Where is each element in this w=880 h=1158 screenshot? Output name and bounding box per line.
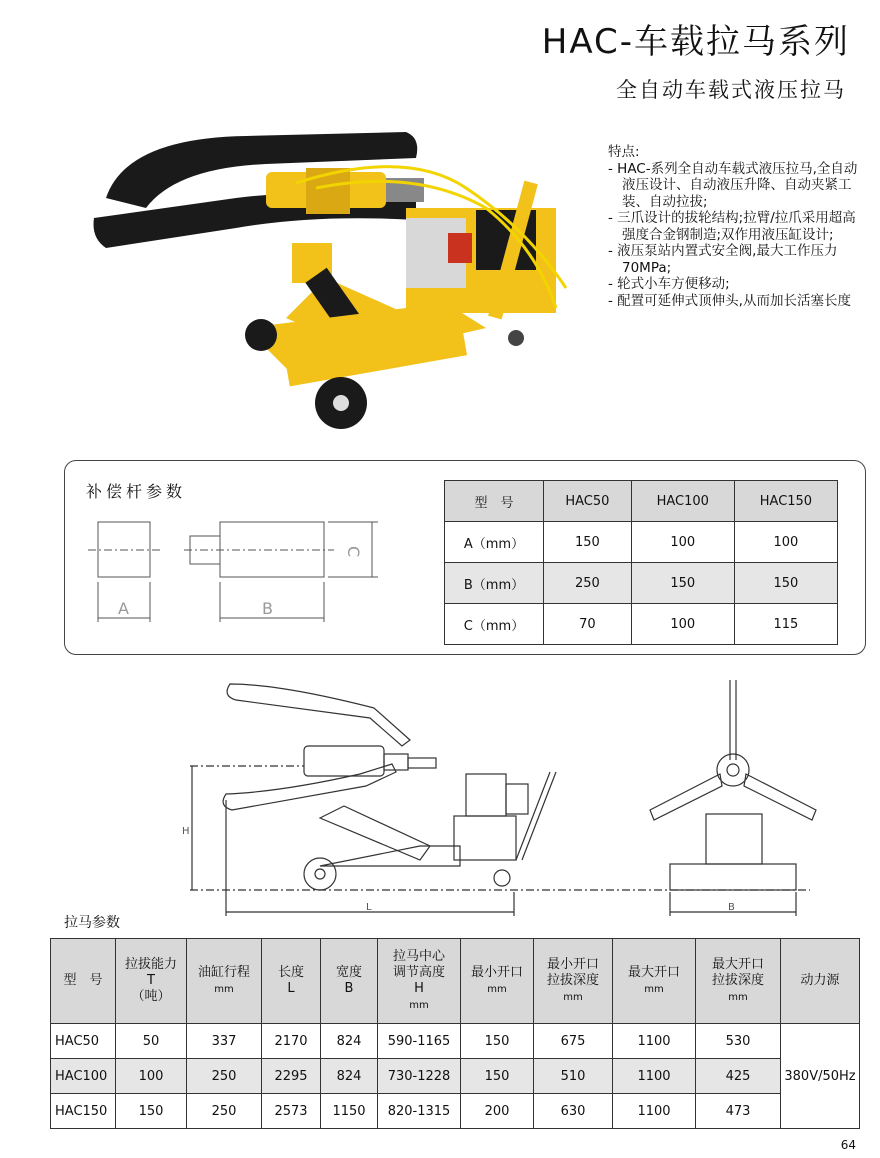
table-cell: 200 xyxy=(461,1094,534,1129)
table-cell: 1100 xyxy=(613,1024,696,1059)
table-row xyxy=(51,1094,860,1129)
table-cell: 1100 xyxy=(613,1059,696,1094)
power-source-cell: 380V/50Hz xyxy=(781,1024,860,1129)
table-cell: 590-1165 xyxy=(378,1024,461,1059)
page-subtitle: 全自动车载式液压拉马 xyxy=(616,78,846,102)
compensation-table xyxy=(444,480,838,645)
table-cell: 100 xyxy=(631,522,734,563)
table-cell: 250 xyxy=(187,1094,262,1129)
puller-table xyxy=(50,938,860,1129)
table-cell: C（mm） xyxy=(445,604,544,645)
table-cell: 510 xyxy=(534,1059,613,1094)
table-header-cell: HAC100 xyxy=(631,481,734,522)
features-list xyxy=(608,144,858,309)
table-cell: 250 xyxy=(544,563,632,604)
feature-item: - 配置可延伸式顶伸头,从而加长活塞长度 xyxy=(608,292,851,309)
table-cell: 100 xyxy=(734,522,837,563)
table-cell: 630 xyxy=(534,1094,613,1129)
table-cell: 425 xyxy=(696,1059,781,1094)
table-cell: 50 xyxy=(116,1024,187,1059)
compensation-title: 补偿杆参数 xyxy=(86,482,187,501)
table-cell: B（mm） xyxy=(445,563,544,604)
table-header-unit: mm xyxy=(409,999,429,1011)
table-header-cell: HAC150 xyxy=(734,481,837,522)
compensation-rod-drawing xyxy=(88,510,388,630)
table-cell: 150 xyxy=(461,1059,534,1094)
table-header-cell: 型 号 xyxy=(63,973,103,988)
technical-drawing xyxy=(170,670,830,920)
product-photo xyxy=(86,128,596,438)
table-cell: 824 xyxy=(321,1024,378,1059)
puller-section-title: 拉马参数 xyxy=(64,915,120,931)
table-cell: 1100 xyxy=(613,1094,696,1129)
table-header-sub: B xyxy=(344,981,354,996)
table-header-cell: 最大开口 xyxy=(627,964,680,980)
table-header-cell: 宽度 xyxy=(335,965,362,980)
table-cell: 150 xyxy=(631,563,734,604)
table-cell: 824 xyxy=(321,1059,378,1094)
dim-label-b-front: B xyxy=(728,902,735,913)
table-cell: 530 xyxy=(696,1024,781,1059)
dim-label-c: C xyxy=(344,546,363,558)
features-heading: 特点: xyxy=(608,144,640,160)
page-number: 64 xyxy=(840,1138,856,1152)
feature-item: - HAC-系列全自动车载式液压拉马,全自动液压设计、自动液压升降、自动夹紧工装、自动拉拔; xyxy=(608,160,858,210)
table-header-unit: mm xyxy=(563,991,583,1003)
table-header-cell: 最小开口拉拔深度 xyxy=(546,956,599,988)
table-header-unit: mm xyxy=(728,991,748,1003)
page-title: HAC-车载拉马系列 xyxy=(541,22,850,62)
table-header-cell: 动力源 xyxy=(800,973,840,988)
table-cell: 337 xyxy=(187,1024,262,1059)
table-header-cell: 长度 xyxy=(277,965,304,980)
table-cell: 100 xyxy=(116,1059,187,1094)
table-header-unit: mm xyxy=(487,983,507,995)
feature-item: - 轮式小车方便移动; xyxy=(608,276,730,292)
table-cell: 473 xyxy=(696,1094,781,1129)
table-cell: 1150 xyxy=(321,1094,378,1129)
table-cell: 2295 xyxy=(262,1059,321,1094)
table-header-unit: mm xyxy=(644,983,664,995)
table-row xyxy=(445,604,838,645)
table-header-cell: HAC50 xyxy=(544,481,632,522)
table-cell: 150 xyxy=(116,1094,187,1129)
table-row xyxy=(445,563,838,604)
table-cell: HAC50 xyxy=(51,1024,116,1059)
table-row xyxy=(51,1059,860,1094)
table-header-cell: 型 号 xyxy=(445,481,544,522)
table-cell: 150 xyxy=(544,522,632,563)
table-header-sub: H xyxy=(414,980,424,996)
dim-label-a: A xyxy=(118,599,129,618)
table-cell: 100 xyxy=(631,604,734,645)
table-cell: 675 xyxy=(534,1024,613,1059)
table-cell: 150 xyxy=(734,563,837,604)
table-header-unit: mm xyxy=(214,983,234,995)
table-row xyxy=(445,522,838,563)
feature-item: - 三爪设计的拔轮结构;拉臂/拉爪采用超高强度合金钢制造;双作用液压缸设计; xyxy=(608,210,856,243)
table-header-sub: L xyxy=(287,981,295,996)
table-cell: 115 xyxy=(734,604,837,645)
table-header-cell: 最大开口拉拔深度 xyxy=(711,956,764,988)
table-cell: 70 xyxy=(544,604,632,645)
table-cell: 150 xyxy=(461,1024,534,1059)
table-cell: 250 xyxy=(187,1059,262,1094)
table-cell: HAC150 xyxy=(51,1094,116,1129)
table-cell: 730-1228 xyxy=(378,1059,461,1094)
table-header-cell: 拉拔能力 xyxy=(124,957,177,972)
dim-label-b: B xyxy=(262,599,273,618)
table-row xyxy=(51,1024,860,1059)
feature-item: - 液压泵站内置式安全阀,最大工作压力70MPa; xyxy=(608,243,838,276)
dim-label-h: H xyxy=(182,826,190,837)
table-cell: A（mm） xyxy=(445,522,544,563)
table-header-cell: 油缸行程 xyxy=(197,964,250,980)
table-header-sub: T xyxy=(147,973,155,988)
table-header-cell: 拉马中心调节高度 xyxy=(392,948,445,980)
table-cell: 2170 xyxy=(262,1024,321,1059)
table-cell: HAC100 xyxy=(51,1059,116,1094)
table-header-cell: 最小开口 xyxy=(470,964,523,980)
dim-label-l: L xyxy=(366,902,372,913)
table-cell: 820-1315 xyxy=(378,1094,461,1129)
table-cell: 2573 xyxy=(262,1094,321,1129)
table-header-unit: （吨） xyxy=(131,989,171,1004)
